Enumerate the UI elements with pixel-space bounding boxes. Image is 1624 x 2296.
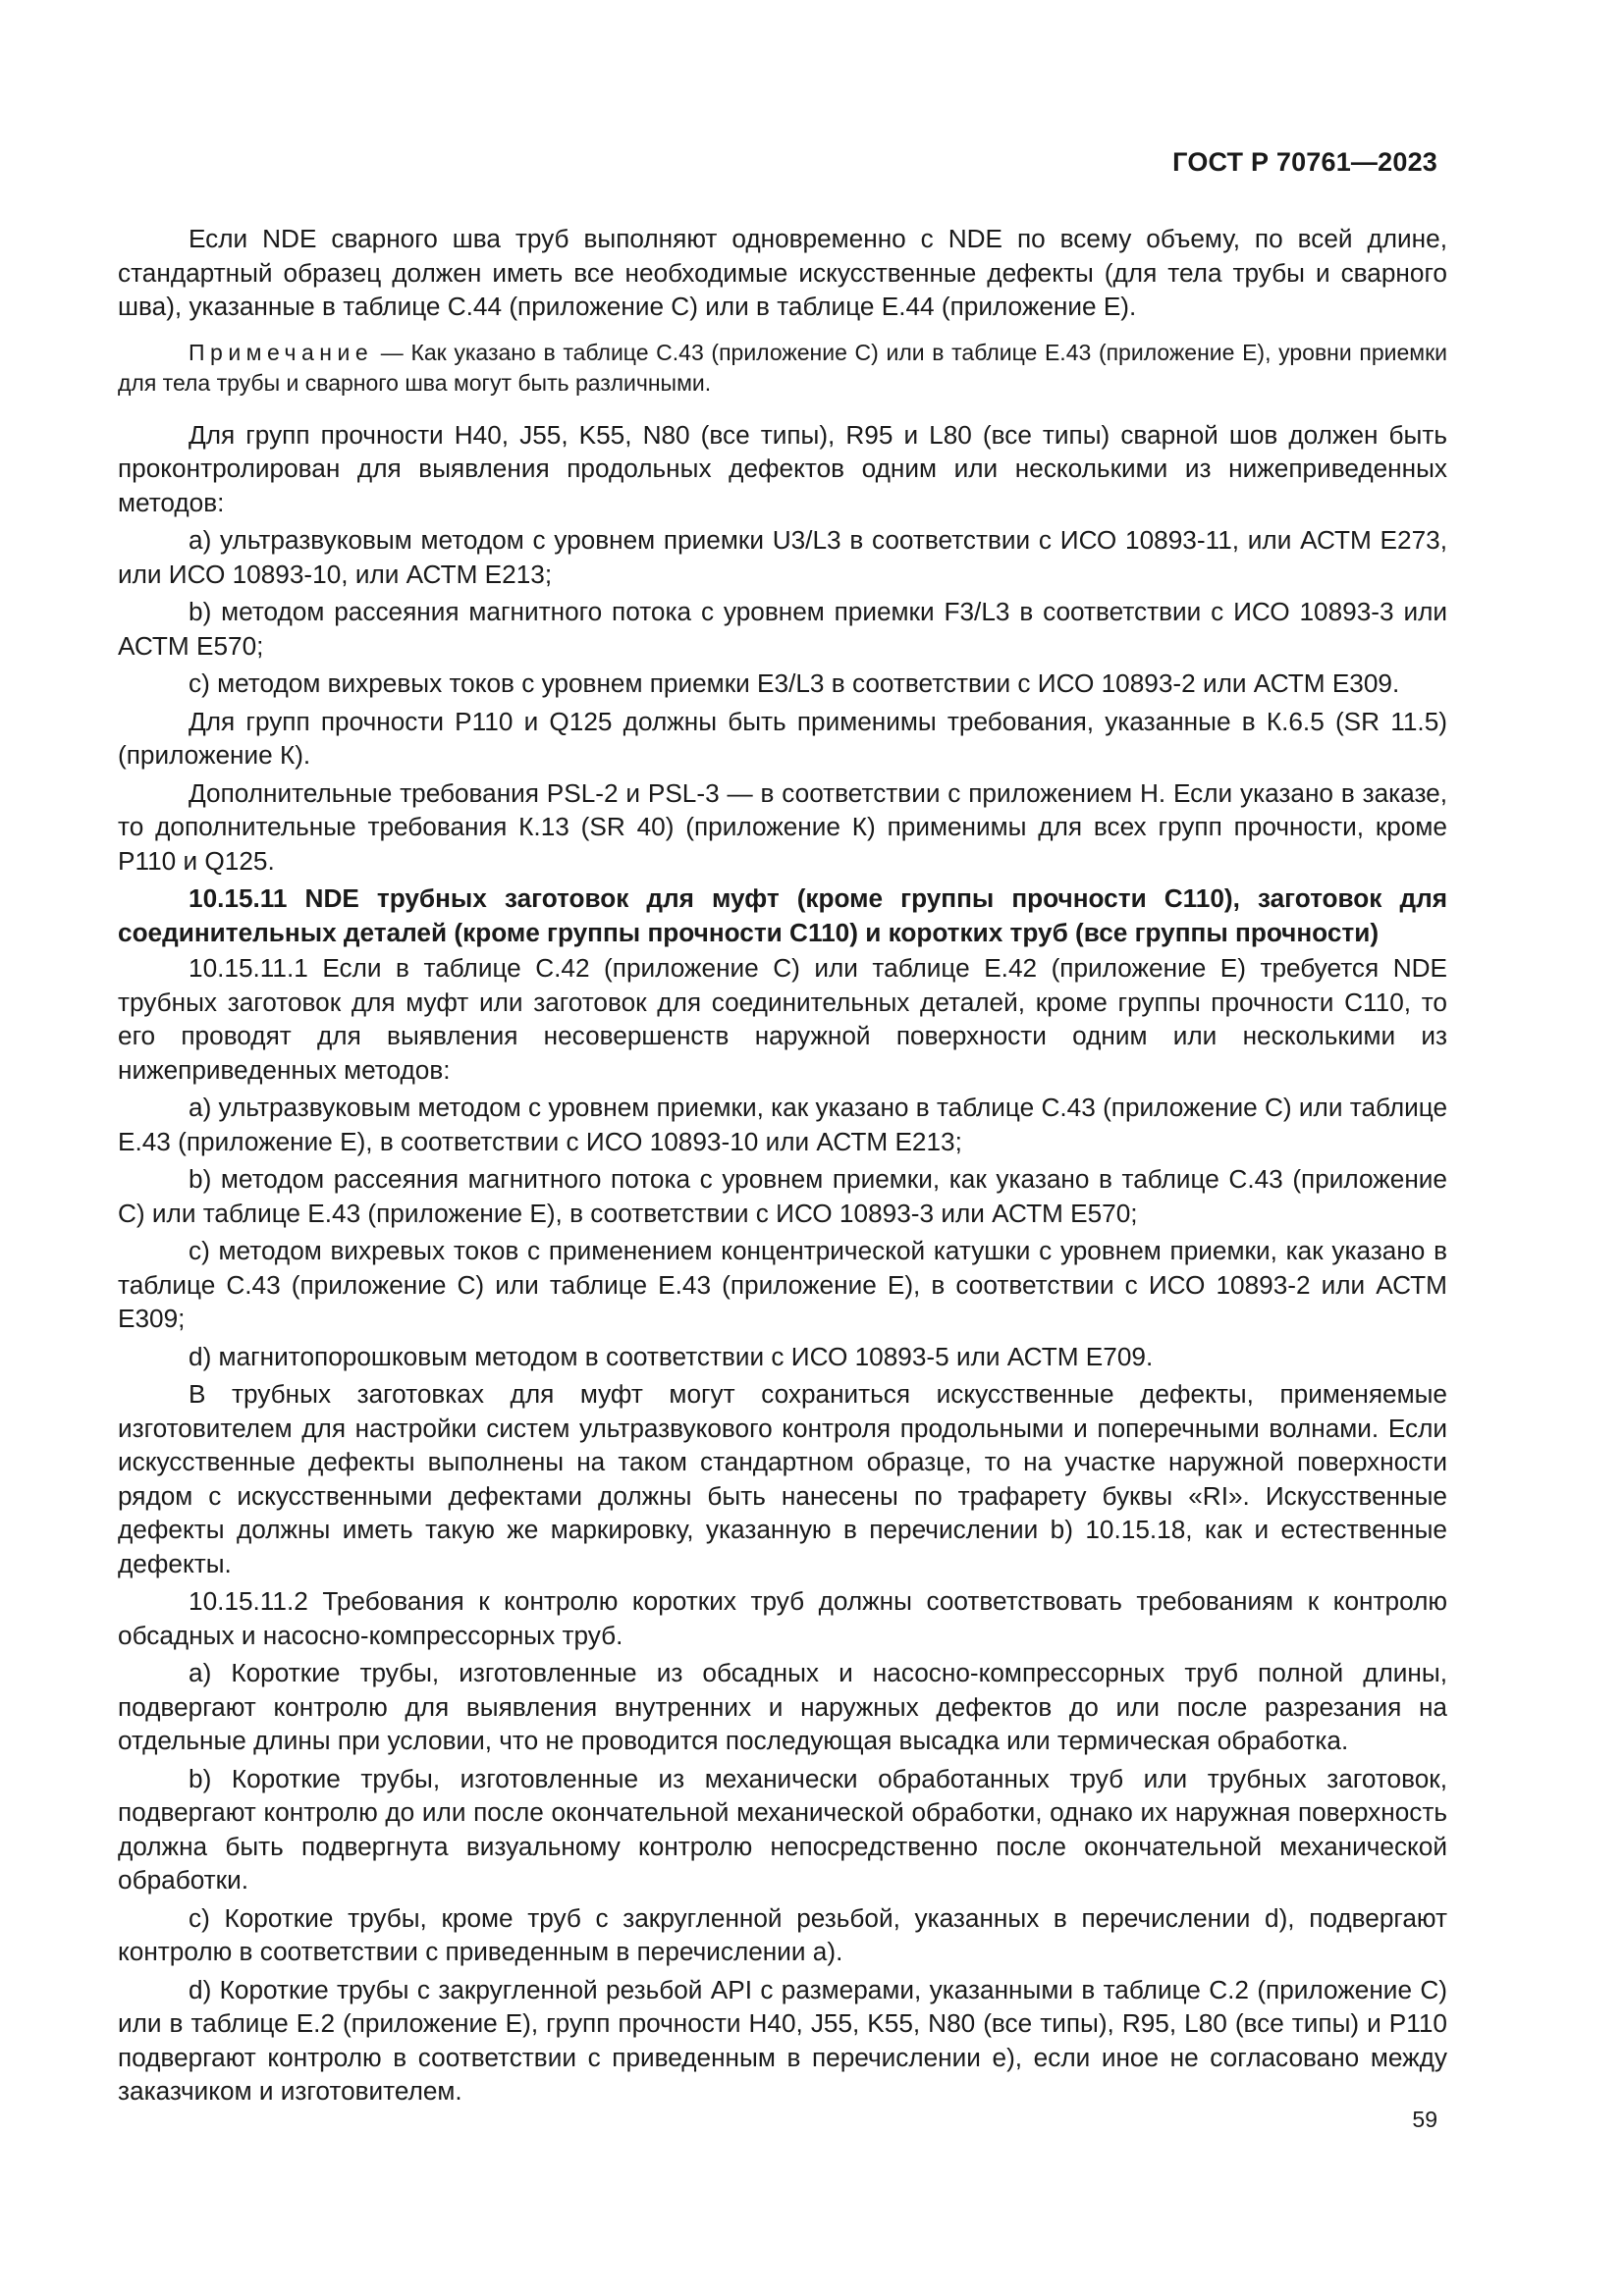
list-item: d) Короткие трубы с закругленной резьбой API с размерами, указанными в таблице C.2 (приложение C) или в таблице E.2 (приложение E), групп прочности H40, J55, K55, N80 (все типы), R95, L80 (все типы) и P110 подвергают контролю в соответствии с приведенным в перечислении e), если иное не согласовано между заказчиком и изготовителем. [118,1974,1447,2106]
paragraph: Для групп прочности P110 и Q125 должны быть применимы требования, указанные в К.6.5 (SR 11.5) (приложение К). [118,706,1447,770]
list-item: c) Короткие трубы, кроме труб с закругленной резьбой, указанных в перечислении d), подвергают контролю в соответствии с приведенным в перечислении a). [118,1902,1447,1966]
paragraph: Дополнительные требования PSL-2 и PSL-3 — в соответствии с приложением H. Если указано в заказе, то дополнительные требования К.13 (SR 40) (приложение К) применимы для всех групп прочности, кроме P110 и Q125. [118,777,1447,876]
list-item: d) магнитопорошковым методом в соответствии с ИСО 10893-5 или АСТМ Е709. [189,1341,1154,1371]
paragraph: Для групп прочности H40, J55, K55, N80 (все типы), R95 и L80 (все типы) сварной шов должен быть проконтролирован для выявления продольных дефектов одним или несколькими из нижеприведенных методов: [118,419,1447,517]
list-item: c) методом вихревых токов с применением концентрической катушки с уровнем приемки, как указано в таблице C.43 (приложение C) или таблице E.43 (приложение E), в соответствии с ИСО 10893-2 или АСТМ Е309; [118,1236,1447,1333]
list-item: b) Короткие трубы, изготовленные из механически обработанных труб или трубных заготовок, подвергают контролю до или после окончательной механической обработки, однако их наружная поверхность должна быть подвергнута визуальному контролю непосредственно после окончательной механической обработки. [118,1763,1447,1895]
paragraph: В трубных заготовках для муфт могут сохраниться искусственные дефекты, применяемые изготовителем для настройки систем ультразвукового контроля продольными и поперечными волнами. Если искусственные дефекты выполнены на таком стандартном образце, то на участке наружной поверхности рядом с искусственными дефектами должны быть нанесены по трафарету буквы «RI». Искусственные дефекты должны иметь такую же маркировку, указанную в перечислении b) 10.15.18, как и естественные дефекты. [118,1379,1447,1578]
paragraph: Если NDE сварного шва труб выполняют одновременно с NDE по всему объему, по всей длине, стандартный образец должен иметь все необходимые искусственные дефекты (для тела трубы и сварного шва), указанные в таблице C.44 (приложение C) или в таблице E.44 (приложение E). [118,224,1447,321]
page-body [118,222,1447,2112]
section-heading: 10.15.11 NDE трубных заготовок для муфт (кроме группы прочности С110), заготовок для соединительных деталей (кроме группы прочности С110) и коротких труб (все группы прочности) [118,883,1447,947]
page-number: 59 [1412,2107,1437,2132]
list-item: a) ультразвуковым методом с уровнем приемки U3/L3 в соответствии с ИСО 10893-11, или АСТМ Е273, или ИСО 10893-10, или АСТМ Е213; [118,525,1447,589]
list-item: a) ультразвуковым методом с уровнем приемки, как указано в таблице C.43 (приложение C) или таблице E.43 (приложение E), в соответствии с ИСО 10893-10 или АСТМ Е213; [118,1093,1448,1156]
paragraph: 10.15.11.1 Если в таблице C.42 (приложение C) или таблице E.42 (приложение E) требуется NDE трубных заготовок для муфт или заготовок для соединительных деталей, кроме группы прочности С110, то его проводят для выявления несовершенств наружной поверхности одним или несколькими из нижеприведенных методов: [118,953,1447,1085]
document-code: ГОСТ Р 70761—2023 [1172,147,1437,177]
list-item: a) Короткие трубы, изготовленные из обсадных и насосно-компрессорных труб полной длины, подвергают контролю для выявления внутренних и наружных дефектов до или после разрезания на отдельные длины при условии, что не проводится последующая высадка или термическая обработка. [118,1658,1447,1755]
note [118,338,1447,399]
paragraph: 10.15.11.2 Требования к контролю коротких труб должны соответствовать требованиям к контролю обсадных и насосно-компрессорных труб. [118,1586,1447,1650]
note-text: — Как указано в таблице C.43 (приложение C) или в таблице E.43 (приложение E), уровни приемки для тела трубы и сварного шва могут быть различными. [118,339,1447,396]
note-label: Примечание [189,339,374,365]
list-item: b) методом рассеяния магнитного потока с уровнем приемки F3/L3 в соответствии с ИСО 10893-3 или АСТМ Е570; [118,597,1447,661]
list-item: b) методом рассеяния магнитного потока с уровнем приемки, как указано в таблице C.43 (приложение C) или таблице E.43 (приложение E), в соответствии с ИСО 10893-3 или АСТМ Е570; [118,1164,1447,1228]
list-item: c) методом вихревых токов с уровнем приемки E3/L3 в соответствии с ИСО 10893-2 или АСТМ Е309. [189,668,1400,698]
